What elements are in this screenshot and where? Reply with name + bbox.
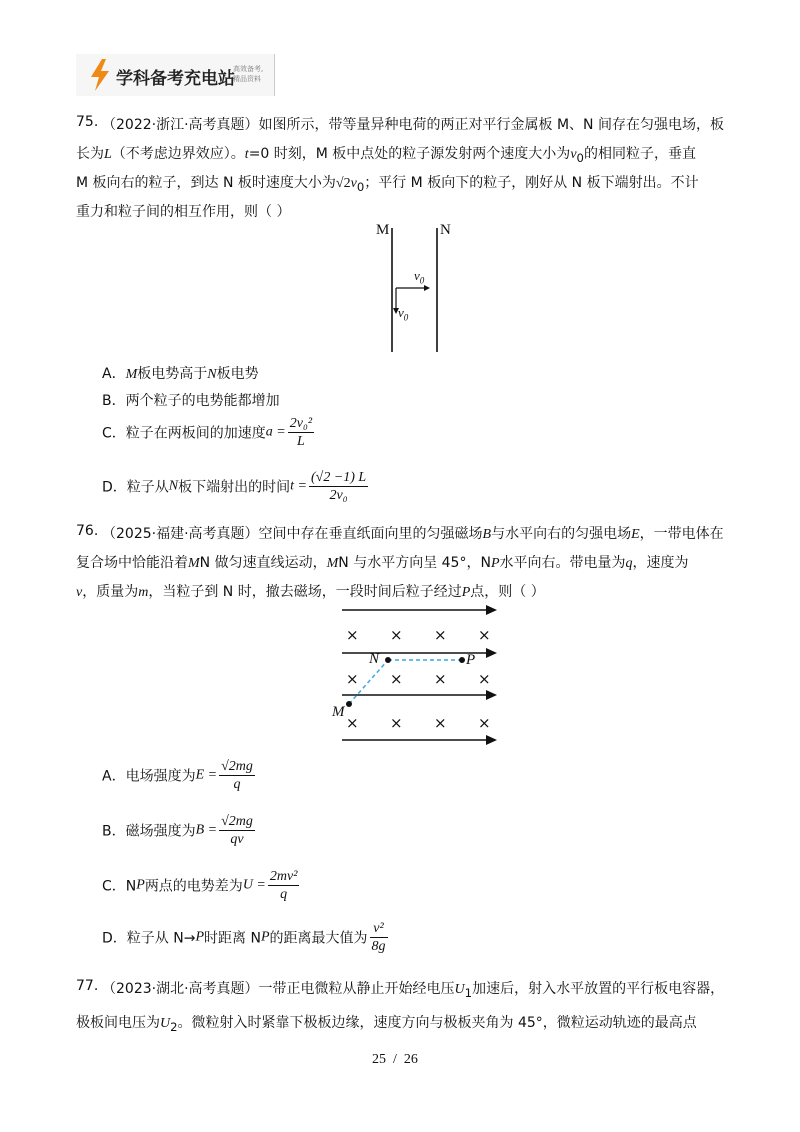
magnetic-field-cross: × (434, 714, 447, 732)
logo-subtitle: 高效备考, 精品资料 (233, 65, 264, 83)
q76-option-b: B．磁场强度为B = $\frac{√2mg}{qv}$ (102, 814, 253, 847)
q76-option-a: A．电场强度为E = $\frac{√2mg}{q}$ (102, 759, 253, 792)
question-75-line-2: 长为L（不考虑边界效应）。t=0 时刻，M 板中点处的粒子源发射两个速度大小为$v_0$的相同粒子，垂直 (76, 146, 696, 165)
question-75-line-3: M 板向右的粒子，到达 N 板时速度大小为$√2v_0$；平行 M 板向下的粒子，刚好从 N 板下端射出。不计 (76, 175, 699, 194)
question-77-number: 77. (76, 978, 99, 994)
q76-option-c: C．NP两点的电势差为U = $\frac{\text{2mv²}}{q}$ (102, 869, 298, 902)
question-76-line-3: v，质量为m，当粒子到 N 时，撤去磁场，一段时间后粒子经过P点，则（ ） (76, 584, 545, 600)
q75-option-b: B．两个粒子的电势能都增加 (102, 393, 280, 409)
magnetic-field-cross: × (390, 626, 403, 644)
question-77-line-2: 极板间电压为$U_2$。微粒射入时紧靠下极板边缘，速度方向与极板夹角为 45°，微粒运动轨迹的最高点 (76, 1015, 697, 1034)
magnetic-field-cross: × (346, 626, 359, 644)
magnetic-field-cross: × (346, 670, 359, 688)
magnetic-field-cross: × (478, 626, 491, 644)
question-77-line-1: （2023·湖北·高考真题）一带正电微粒从静止开始经电压$U_1$加速后，射入水平放置的平行板电容器， (102, 981, 725, 1000)
page-number: 25 / 26 (372, 1052, 418, 1067)
q75-option-a: A．M板电势高于N板电势 (102, 366, 259, 382)
q75-option-c: C．粒子在两板间的加速度a = $\frac{\text{2v₀²}}{L}$ (102, 416, 313, 449)
question-76-number: 76. (76, 523, 99, 539)
figure-label-v0-right: $v_0$ (414, 268, 425, 286)
magnetic-field-cross: × (346, 714, 359, 732)
magnetic-field-cross: × (390, 670, 403, 688)
figure-label-v0-down: $v_0$ (398, 305, 409, 323)
magnetic-field-cross: × (478, 714, 491, 732)
question-76-line-2: 复合场中恰能沿着MN 做匀速直线运动，MN 与水平方向呈 45°，NP水平向右。带电量为q，速度为 (76, 555, 689, 571)
magnetic-field-cross: × (478, 670, 491, 688)
question-75-line-1: （2022·浙江·高考真题）如图所示，带等量异种电荷的两正对平行金属板 M、N 间存在匀强电场，板 (102, 117, 724, 133)
figure-parallel-plates (370, 220, 460, 355)
lightning-bolt-icon (88, 58, 112, 92)
question-75-number: 75. (76, 114, 99, 130)
q75-option-d: D．粒子从N板下端射出的时间t = $\frac{(√2 -1) L}{\text{2v₀}}$ (102, 470, 367, 503)
magnetic-field-cross: × (434, 626, 447, 644)
figure-label-M: M (332, 704, 345, 720)
figure-label-N: N (440, 222, 451, 238)
magnetic-field-cross: × (434, 670, 447, 688)
logo-title: 学科备考充电站 (116, 69, 235, 89)
question-75-line-4: 重力和粒子间的相互作用，则（ ） (76, 204, 291, 220)
figure-label-N: N (369, 651, 380, 667)
figure-label-M: M (376, 222, 390, 238)
figure-label-P: P (466, 652, 476, 668)
question-76-line-1: （2025·福建·高考真题）空间中存在垂直纸面向里的匀强磁场B与水平向右的匀强电场E，一带电体在 (102, 526, 724, 542)
q76-option-d: D．粒子从 N→P时距离 NP的距离最大值为 $\frac{\text{v²}}{8g}$ (102, 921, 386, 954)
magnetic-field-cross: × (390, 714, 403, 732)
